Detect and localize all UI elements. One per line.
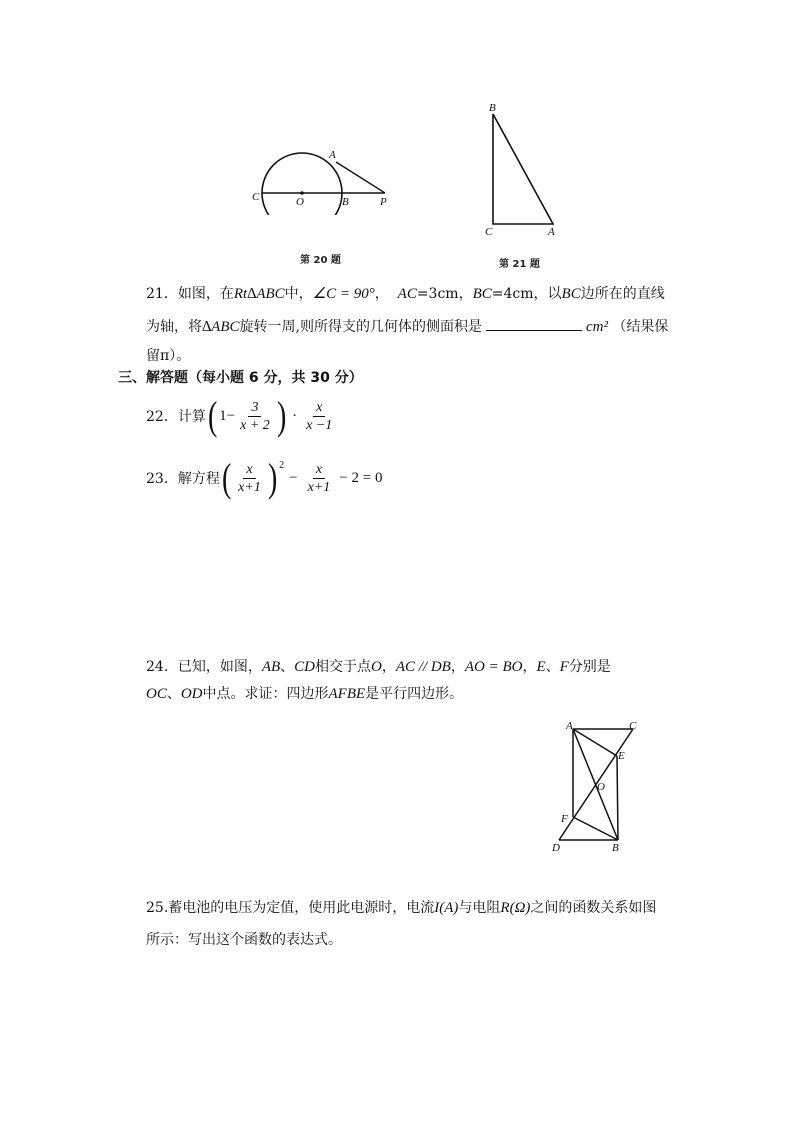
fig24-label-b: B [612,842,619,854]
q24-text: 、 [166,686,181,702]
q24-text: ， [381,659,396,675]
q21-line-1 [146,284,665,304]
q21-side-bc: BC [561,286,581,302]
q21-text: 21．如图，在 [146,286,234,302]
q24-text: ， [522,659,537,675]
q22-f2-numerator: x [313,399,325,417]
q23-tail: − 2 = 0 [339,469,383,486]
q23-f1-denominator: x+1 [238,479,261,495]
q22-dot: · [292,407,298,424]
fig24-line-ae [573,729,617,756]
q21-text: =4cm，以 [491,286,562,302]
fig20-label-a: A [329,149,336,161]
q22-f2-denominator: x −1 [306,417,333,433]
q25-line-1 [146,898,656,918]
fig24-line-fb [573,817,618,840]
fig24-label-a: A [566,720,573,732]
fig24-label-d: D [552,842,560,854]
q25-resistance: R(Ω) [500,900,531,916]
q24-text: ， [450,659,465,675]
q22-right-paren: ) [276,393,287,438]
q24-line-1 [146,657,611,677]
q22-left-paren: ( [207,393,218,438]
q22-one-minus: 1− [219,407,236,424]
q21-unit: cm² [585,319,608,335]
fig20-label-b: B [342,196,349,208]
q21-side-bc: BC [472,286,492,302]
q23-exponent: 2 [279,460,285,471]
fig20-label-o: O [296,196,304,208]
q24-point-f: F [559,659,569,675]
q22-fraction-2 [303,399,335,434]
q23-prefix: 23．解方程 [146,471,220,487]
q24-parallel: AC // DB [395,659,451,675]
section-title: 三、解答题（每小题 6 分，共 30 分） [118,370,363,386]
figure-24 [545,718,645,858]
q21-answer-blank[interactable] [486,316,582,331]
q22-f1-denominator: x + 2 [240,417,270,433]
q21-line-3: 留π）。 [146,348,191,364]
q22-prefix: 22．计算 [146,409,206,425]
fig21-triangle [493,114,553,224]
fig21-label-b: B [489,102,496,114]
q24-text: 、 [280,659,295,675]
q25-current: I(A) [434,900,459,916]
q21-text: 为轴，将 [146,319,202,335]
q21-triangle-name: ∆ABC [202,319,240,335]
q21-text: ， [374,286,389,302]
fig24-line-cd [559,729,633,840]
figure-20 [248,140,398,215]
q21-line-2 [146,316,668,337]
fig24-label-o: O [597,781,605,793]
q24-text: 分别是 [568,659,611,675]
fig20-caption: 第 20 题 [300,255,341,266]
fig24-label-e: E [618,750,625,762]
q23-fraction-2 [305,461,334,496]
fig21-label-c: C [485,226,493,238]
q23-f2-denominator: x+1 [307,479,331,495]
fig20-label-c: C [252,191,260,203]
fig20-tangent-line [336,162,385,193]
fig20-label-p: P [380,196,387,208]
q23-minus: − [289,469,298,486]
q24-line-2 [146,684,463,704]
q24-text: 是平行四边形。 [365,686,464,702]
fig21-label-a: A [548,226,555,238]
fig24-label-c: C [629,720,637,732]
q21-text: =3cm， [416,286,473,302]
q25-line-2: 所示：写出这个函数的表达式。 [146,932,342,948]
q21-side-ac: AC [397,286,417,302]
q21-text: 边所在的直线 [580,286,665,302]
q22-f1-numerator: 3 [248,399,261,417]
q24-quad: AFBE [328,686,366,702]
q23-fraction-1 [235,461,264,496]
q22-expression [146,393,337,438]
q25-text: 之间的函数关系如图 [530,900,657,916]
q24-equal: AO = BO [464,659,523,675]
q21-text: （结果保 [612,319,669,335]
q24-text: 相交于点 [315,659,371,675]
q21-text: 旋转一周,则所得支的几何体的侧面积是 [239,319,482,335]
q24-seg-ab: AB [261,659,281,675]
q24-text: 、 [545,659,560,675]
q21-angle: ∠C = 90° [312,286,375,302]
q23-right-paren: ) [267,455,278,500]
fig21-caption: 第 21 题 [499,259,540,270]
q24-text: 中点。求证：四边形 [202,686,329,702]
figure-21 [478,98,568,240]
q23-f2-numerator: x [313,461,325,479]
q25-text: 25.蓄电池的电压为定值，使用此电源时，电流 [146,900,435,916]
q21-triangle-name: Rt∆ABC [233,286,285,302]
fig24-line-eb [617,756,618,840]
q23-left-paren: ( [221,455,232,500]
fig20-center-point [300,191,304,195]
q22-fraction-1 [237,399,273,434]
fig24-label-f: F [561,813,568,825]
q21-text: 中， [284,286,313,302]
q24-seg-od: OD [180,686,203,702]
q24-text: 24．已知，如图， [146,659,262,675]
q25-text: 与电阻 [458,900,501,916]
q23-equation [146,455,383,500]
q24-point-e: E [536,659,546,675]
q23-f1-numerator: x [243,461,255,479]
q24-seg-oc: OC [146,686,167,702]
q24-point-o: O [371,659,382,675]
q24-seg-cd: CD [294,659,315,675]
